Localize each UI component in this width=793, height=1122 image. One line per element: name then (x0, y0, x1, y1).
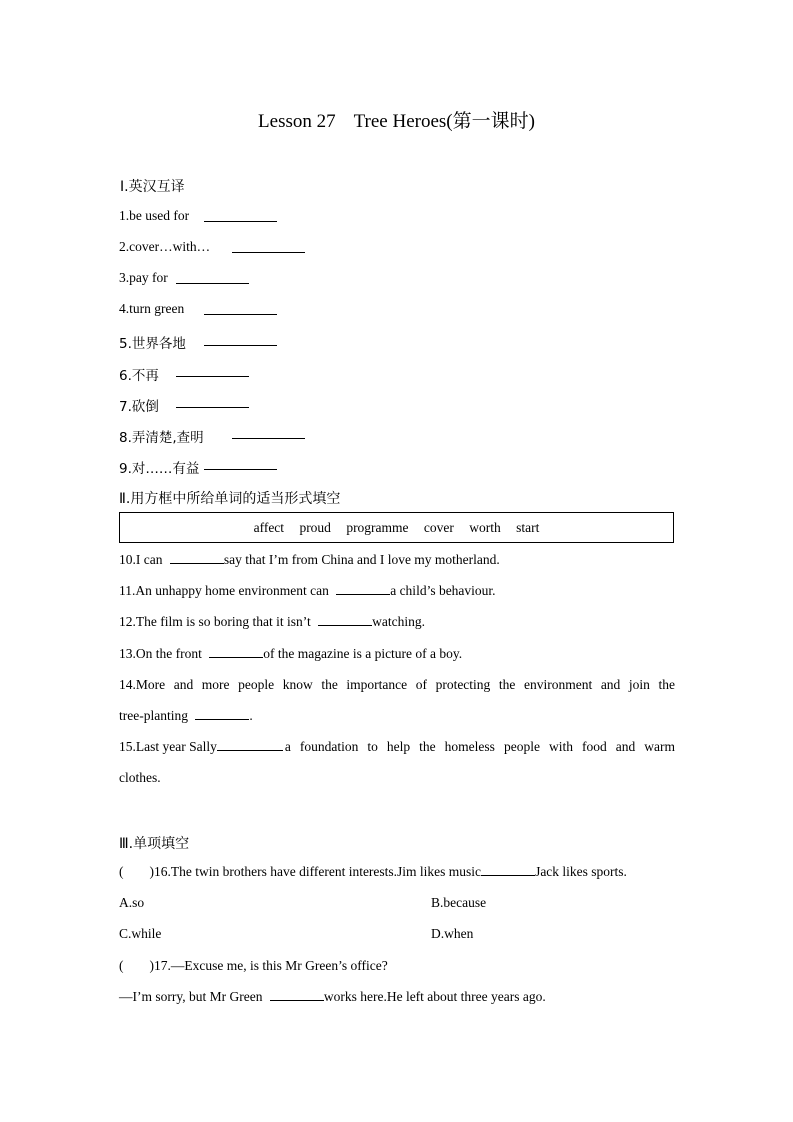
s1-item-6: 6.不再 (119, 368, 159, 384)
answer-blank[interactable] (170, 552, 224, 564)
answer-blank[interactable] (270, 989, 324, 1001)
lesson-number: Lesson 27 (258, 111, 336, 132)
answer-blank[interactable] (481, 864, 535, 876)
question-15: 15.Last year Sally a foundation to help the homeless people with food and warm (119, 739, 675, 754)
question-10: 10.I can say that I’m from China and I love my motherland. (119, 552, 500, 567)
question-14-line1: 14.More and more people know the importance of protecting the environment and join the (119, 677, 675, 692)
lesson-topic: Tree Heroes(第一课时) (353, 111, 535, 132)
answer-blank[interactable] (176, 272, 249, 284)
answer-blank[interactable] (204, 334, 277, 346)
answer-blank[interactable] (195, 708, 249, 720)
option-d: D.when (431, 926, 474, 941)
s1-item-2: 2.cover…with… (119, 239, 211, 254)
question-13: 13.On the front of the magazine is a picture of a boy. (119, 646, 463, 661)
option-b: B.because (431, 895, 487, 910)
s1-item-7: 7.砍倒 (119, 399, 159, 415)
question-16: ( )16.The twin brothers have different interests.Jim likes music Jack likes sports. (119, 864, 627, 879)
word-option: cover (423, 520, 454, 535)
s1-item-5: 5.世界各地 (119, 336, 186, 352)
option-c: C.while (119, 926, 162, 941)
word-option: affect (253, 520, 285, 535)
page-title (0, 106, 793, 133)
answer-blank[interactable] (318, 614, 372, 626)
answer-blank[interactable] (336, 583, 390, 595)
section3-heading: Ⅲ.单项填空 (119, 836, 190, 852)
question-12: 12.The film is so boring that it isn’t watching. (119, 614, 425, 629)
answer-blank[interactable] (232, 427, 305, 439)
question-11: 11.An unhappy home environment can a child’s behaviour. (119, 583, 496, 598)
section1-heading: Ⅰ.英汉互译 (120, 179, 185, 195)
answer-blank[interactable] (232, 241, 305, 253)
question-17: ( )17.—Excuse me, is this Mr Green’s office? (119, 958, 388, 973)
question-14-line2: tree-planting . (119, 708, 253, 723)
word-option: worth (469, 520, 501, 535)
answer-blank[interactable] (204, 303, 277, 315)
s1-item-1: 1.be used for (119, 208, 190, 223)
answer-blank[interactable] (176, 365, 249, 377)
answer-blank[interactable] (176, 396, 249, 408)
s1-item-8: 8.弄清楚,查明 (119, 430, 204, 446)
answer-blank[interactable] (204, 458, 277, 470)
option-a: A.so (119, 895, 145, 910)
answer-blank[interactable] (217, 739, 283, 751)
word-option: programme (346, 520, 409, 535)
word-box (119, 512, 674, 543)
s1-item-9: 9.对……有益 (119, 461, 200, 477)
question-15-line2: clothes. (119, 770, 161, 785)
question-17-response: —I’m sorry, but Mr Green works here.He left about three years ago. (119, 989, 546, 1004)
answer-blank[interactable] (209, 646, 263, 658)
s1-item-4: 4.turn green (119, 301, 185, 316)
answer-blank[interactable] (204, 210, 277, 222)
word-option: proud (299, 520, 331, 535)
section2-heading: Ⅱ.用方框中所给单词的适当形式填空 (119, 491, 341, 507)
word-option: start (516, 520, 540, 535)
s1-item-3: 3.pay for (119, 270, 168, 285)
